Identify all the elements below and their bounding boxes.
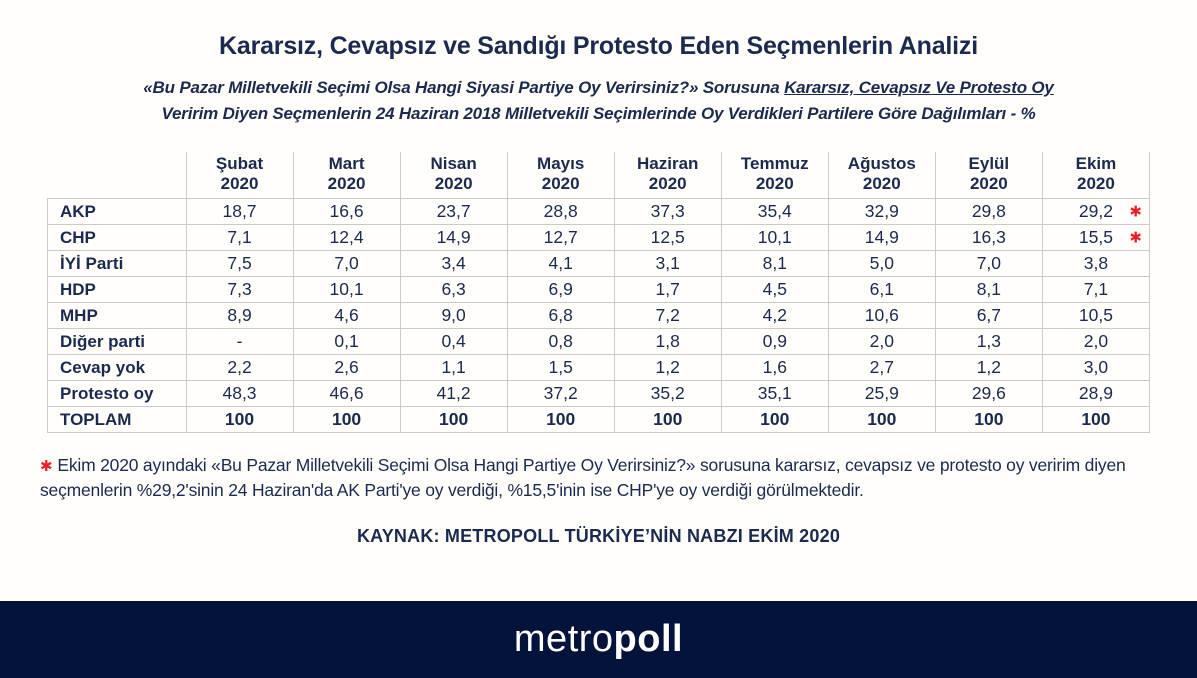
value-cell: 16,6	[293, 199, 400, 225]
column-month: Şubat	[215, 153, 264, 173]
value-cell: 14,9	[828, 225, 935, 251]
footnote	[40, 453, 1157, 501]
value-cell: 18,7	[186, 199, 293, 225]
column-year: 2020	[1077, 174, 1115, 194]
value-cell: 6,8	[507, 303, 614, 329]
row-label: Cevap yok	[48, 355, 187, 381]
value-cell: 41,2	[400, 381, 507, 407]
value-cell: 6,3	[400, 277, 507, 303]
column-month: Haziran	[637, 153, 699, 173]
row-label: TOPLAM	[48, 407, 187, 433]
column-header	[614, 152, 721, 199]
table-row	[48, 225, 1150, 251]
value-cell: 29,2 ✱	[1042, 199, 1149, 225]
value-cell: 28,9	[1042, 381, 1149, 407]
value-cell: 7,3	[186, 277, 293, 303]
row-label: AKP	[48, 199, 187, 225]
value-cell: 29,8	[935, 199, 1042, 225]
value-cell: 6,1	[828, 277, 935, 303]
column-month: Ağustos	[847, 153, 916, 173]
row-label: Diğer parti	[48, 329, 187, 355]
value-cell: 12,5	[614, 225, 721, 251]
value-cell: 7,0	[935, 251, 1042, 277]
asterisk-icon: ✱	[1129, 228, 1142, 247]
row-label: MHP	[48, 303, 187, 329]
table-row	[48, 355, 1150, 381]
value-cell: 12,4	[293, 225, 400, 251]
value-cell: 1,2	[614, 355, 721, 381]
row-label: HDP	[48, 277, 187, 303]
column-header	[828, 152, 935, 199]
footer-band	[0, 601, 1197, 678]
subtitle-underlined: Kararsız, Cevapsız Ve Protesto Oy	[784, 78, 1054, 97]
value-cell: 2,0	[828, 329, 935, 355]
value-cell: 35,2	[614, 381, 721, 407]
value-cell: 10,5	[1042, 303, 1149, 329]
subtitle-part1: «Bu Pazar Milletvekili Seçimi Olsa Hangi Siyasi Partiye Oy Verirsiniz?» Sorusuna	[143, 78, 785, 97]
column-header	[507, 152, 614, 199]
value-cell: 8,9	[186, 303, 293, 329]
footnote-asterisk-icon: ✱	[40, 457, 53, 476]
value-cell: 37,2	[507, 381, 614, 407]
infographic-page	[0, 32, 1197, 660]
corner-cell	[48, 152, 187, 199]
column-year: 2020	[648, 174, 687, 194]
value-cell: 7,1	[1042, 277, 1149, 303]
value-cell: 100	[828, 407, 935, 433]
value-cell: 0,8	[507, 329, 614, 355]
value-cell: 35,1	[721, 381, 828, 407]
table-row	[48, 277, 1150, 303]
value-cell: 100	[1042, 407, 1149, 433]
value-cell: 32,9	[828, 199, 935, 225]
value-cell: 37,3	[614, 199, 721, 225]
table-header-row	[48, 152, 1150, 199]
value-cell: 10,1	[721, 225, 828, 251]
value-cell: 7,0	[293, 251, 400, 277]
value-cell: 6,7	[935, 303, 1042, 329]
value-cell: 2,0	[1042, 329, 1149, 355]
value-cell: 12,7	[507, 225, 614, 251]
value-cell: 46,6	[293, 381, 400, 407]
value-cell: 3,1	[614, 251, 721, 277]
value-cell: 3,8	[1042, 251, 1149, 277]
value-cell: 100	[400, 407, 507, 433]
value-cell: 15,5 ✱	[1042, 225, 1149, 251]
value-cell: 1,5	[507, 355, 614, 381]
column-header	[1042, 152, 1149, 199]
value-cell: 29,6	[935, 381, 1042, 407]
subtitle-part2: Veririm Diyen Seçmenlerin 24 Haziran 2018 Milletvekili Seçimlerinde Oy Verdikleri Partilere Göre Dağılımları - %	[161, 104, 1036, 124]
value-cell: 1,3	[935, 329, 1042, 355]
value-cell: 25,9	[828, 381, 935, 407]
table-head	[48, 152, 1150, 199]
column-month: Mayıs	[537, 153, 585, 173]
subtitle	[40, 75, 1157, 128]
value-cell: 100	[186, 407, 293, 433]
value-cell: 14,9	[400, 225, 507, 251]
value-cell: 100	[721, 407, 828, 433]
column-year: 2020	[434, 174, 473, 194]
column-month: Nisan	[430, 153, 477, 173]
value-cell: 5,0	[828, 251, 935, 277]
value-cell: 6,9	[507, 277, 614, 303]
logo-poll: poll	[613, 618, 684, 660]
column-year: 2020	[541, 174, 580, 194]
poll-results-table	[47, 152, 1150, 434]
column-year: 2020	[220, 174, 259, 194]
logo-metro: metro	[513, 618, 614, 660]
value-cell: 8,1	[721, 251, 828, 277]
value-cell: 35,4	[721, 199, 828, 225]
value-cell: 2,7	[828, 355, 935, 381]
value-cell: 0,9	[721, 329, 828, 355]
value-cell: 4,2	[721, 303, 828, 329]
column-year: 2020	[755, 174, 794, 194]
value-cell: 16,3	[935, 225, 1042, 251]
column-header	[186, 152, 293, 199]
value-cell: -	[186, 329, 293, 355]
table-row	[48, 381, 1150, 407]
value-cell: 4,5	[721, 277, 828, 303]
value-cell: 28,8	[507, 199, 614, 225]
value-cell: 4,1	[507, 251, 614, 277]
source-line: KAYNAK: METROPOLL TÜRKİYE’NİN NABZI EKİM 2020	[356, 525, 841, 546]
value-cell: 23,7	[400, 199, 507, 225]
column-month: Ekim	[1075, 153, 1117, 173]
asterisk-icon: ✱	[1129, 202, 1142, 221]
value-cell: 2,6	[293, 355, 400, 381]
column-year: 2020	[327, 174, 366, 194]
column-month: Mart	[328, 153, 365, 173]
value-cell: 7,5	[186, 251, 293, 277]
value-cell: 1,7	[614, 277, 721, 303]
row-label: İYİ Parti	[48, 251, 187, 277]
table-row	[48, 199, 1150, 225]
value-cell: 100	[614, 407, 721, 433]
value-cell: 7,2	[614, 303, 721, 329]
page-title: Kararsız, Cevapsız ve Sandığı Protesto Eden Seçmenlerin Analizi	[219, 32, 978, 60]
column-month: Eylül	[968, 153, 1010, 173]
table-row	[48, 329, 1150, 355]
value-cell: 48,3	[186, 381, 293, 407]
value-cell: 1,6	[721, 355, 828, 381]
column-header	[293, 152, 400, 199]
value-cell: 100	[293, 407, 400, 433]
column-month: Temmuz	[740, 153, 809, 173]
metropoll-logo	[514, 618, 683, 661]
table-body	[48, 199, 1150, 433]
value-cell: 100	[935, 407, 1042, 433]
value-cell: 3,0	[1042, 355, 1149, 381]
value-cell: 0,1	[293, 329, 400, 355]
table-row	[48, 407, 1150, 433]
value-cell: 7,1	[186, 225, 293, 251]
value-cell: 1,8	[614, 329, 721, 355]
value-cell: 1,1	[400, 355, 507, 381]
column-header	[400, 152, 507, 199]
row-label: CHP	[48, 225, 187, 251]
value-cell: 9,0	[400, 303, 507, 329]
value-cell: 10,1	[293, 277, 400, 303]
value-cell: 1,2	[935, 355, 1042, 381]
table-row	[48, 251, 1150, 277]
footnote-text: Ekim 2020 ayındaki «Bu Pazar Milletvekili Seçimi Olsa Hangi Partiye Oy Verirsiniz?» sorusuna kararsız, cevapsız ve protesto oy veririm diyen seçmenlerin %29,2'sinin 24 Haziran'da AK Parti'ye oy verdiği, %15,5'inin ise CHP'ye oy verdiği görülmektedir.	[40, 455, 1126, 500]
value-cell: 2,2	[186, 355, 293, 381]
column-header	[721, 152, 828, 199]
column-year: 2020	[969, 174, 1008, 194]
value-cell: 10,6	[828, 303, 935, 329]
row-label: Protesto oy	[48, 381, 187, 407]
table-row	[48, 303, 1150, 329]
value-cell: 100	[507, 407, 614, 433]
column-year: 2020	[862, 174, 901, 194]
value-cell: 4,6	[293, 303, 400, 329]
column-header	[935, 152, 1042, 199]
value-cell: 3,4	[400, 251, 507, 277]
value-cell: 8,1	[935, 277, 1042, 303]
value-cell: 0,4	[400, 329, 507, 355]
